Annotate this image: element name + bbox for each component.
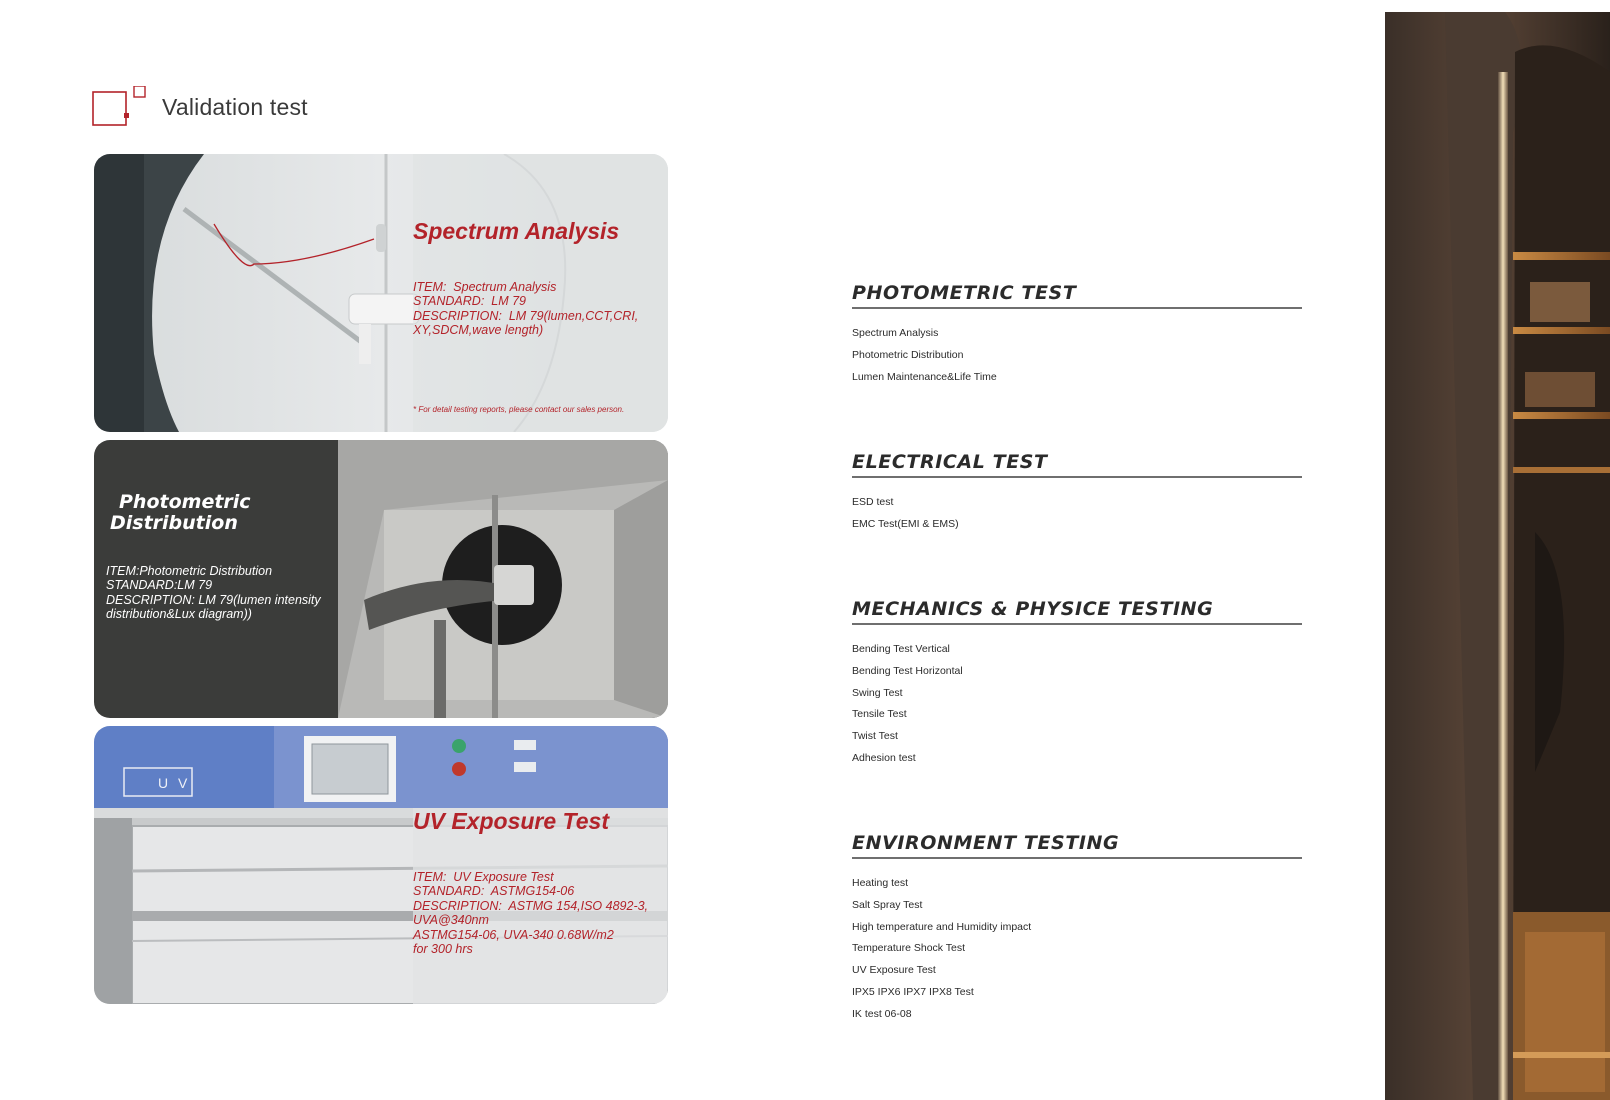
uv-info-line: ITEM: UV Exposure Test	[413, 870, 554, 884]
spectrum-info-line: ITEM: Spectrum Analysis	[413, 280, 557, 294]
list-item: Temperature Shock Test	[852, 942, 966, 955]
photometric-title-line: Photometric	[119, 491, 251, 513]
list-item: Adhesion test	[852, 751, 916, 764]
photometric-title-line: Distribution	[110, 512, 238, 534]
uv-info-line: UVA@340nm	[413, 913, 489, 928]
page-header	[92, 86, 492, 128]
list-item: Swing Test	[852, 686, 903, 699]
wardrobe-photo-graphic	[1385, 12, 1610, 1100]
spectrum-analysis-card	[94, 154, 668, 432]
environment-testing-section	[852, 832, 1302, 1029]
electrical-test-section	[852, 451, 1302, 539]
section-item-list	[852, 495, 1302, 539]
section-item-list	[852, 642, 1302, 773]
uv-card-title: UV Exposure Test	[413, 808, 609, 834]
uv-info-line: ASTMG154-06, UVA-340 0.68W/m2	[413, 927, 614, 942]
spectrum-info-line: DESCRIPTION: LM 79(lumen,CCT,CRI,	[413, 308, 639, 323]
list-item: Bending Test Vertical	[852, 643, 950, 655]
mechanics-testing-section	[852, 598, 1302, 773]
spectrum-info-line: XY,SDCM,wave length)	[413, 323, 544, 338]
list-item: Bending Test Horizontal	[852, 664, 963, 677]
list-item: High temperature and Humidity impact	[852, 920, 1032, 933]
section-title: ENVIRONMENT TESTING	[852, 832, 1302, 859]
section-item-list	[852, 876, 1302, 1029]
uv-machine-label: U V	[158, 775, 191, 791]
photometric-info-line: ITEM:Photometric Distribution	[106, 564, 273, 578]
list-item: IPX5 IPX6 IPX7 IPX8 Test	[852, 985, 974, 998]
sales-contact-note: * For detail testing reports, please contact our sales person.	[413, 405, 625, 414]
page-title: Validation test	[162, 94, 308, 120]
list-item: Tensile Test	[852, 708, 907, 721]
list-item: Photometric Distribution	[852, 348, 964, 361]
spectrum-card-info	[413, 280, 638, 338]
photometric-info-line: DESCRIPTION: LM 79(lumen intensity	[106, 592, 321, 607]
list-item: UV Exposure Test	[852, 964, 936, 977]
uv-info-line: DESCRIPTION: ASTMG 154,ISO 4892-3,	[413, 898, 649, 913]
list-item: Heating test	[852, 877, 909, 889]
photometric-card-info	[106, 564, 321, 622]
list-item: Salt Spray Test	[852, 898, 923, 911]
photometric-card-title	[110, 492, 251, 534]
list-item: Spectrum Analysis	[852, 327, 939, 339]
spectrum-info-line: STANDARD: LM 79	[413, 294, 526, 309]
list-item: Lumen Maintenance&Life Time	[852, 370, 997, 383]
list-item: IK test 06-08	[852, 1007, 912, 1020]
section-title: MECHANICS & PHYSICE TESTING	[852, 598, 1302, 625]
uv-chamber-photo	[94, 726, 668, 1004]
list-item: ESD test	[852, 496, 894, 508]
photometric-info-line: STANDARD:LM 79	[106, 578, 213, 593]
section-item-list	[852, 326, 1302, 391]
uv-info-line: STANDARD: ASTMG154-06	[413, 884, 575, 899]
photometric-info-line: distribution&Lux diagram))	[106, 607, 252, 622]
square-logo-icon	[92, 86, 152, 128]
uv-info-line: for 300 hrs	[413, 942, 473, 957]
uv-card-info	[413, 870, 648, 956]
list-item: Twist Test	[852, 730, 898, 743]
uv-exposure-card	[94, 726, 668, 1004]
photometric-distribution-card	[94, 440, 668, 718]
list-item: EMC Test(EMI & EMS)	[852, 517, 959, 530]
section-title: ELECTRICAL TEST	[852, 451, 1302, 478]
spectrum-card-title: Spectrum Analysis	[413, 218, 620, 244]
wardrobe-interior-photo	[1385, 12, 1610, 1100]
section-title: PHOTOMETRIC TEST	[852, 282, 1302, 309]
photometric-test-section	[852, 282, 1302, 391]
